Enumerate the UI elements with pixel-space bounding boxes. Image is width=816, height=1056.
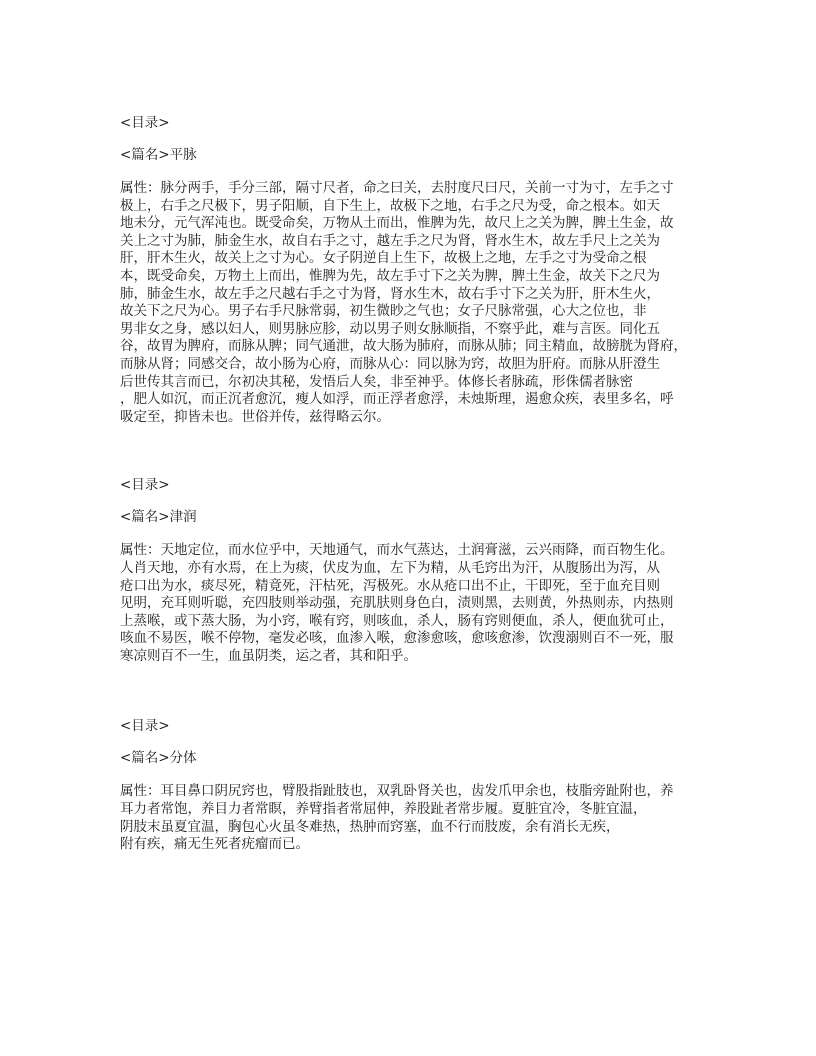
body-line: 寒凉则百不一生，血虽阴类，运之者，其和阳乎。 [120,647,417,664]
body-line: 上蒸喉，或下蒸大肠，为小窍，喉有窍，则咳血，杀人，肠有窍则便血，杀人，便血犹可止， [120,612,674,629]
section-spacer [120,426,700,476]
body-line: 疮口出为水，痰尽死，精竟死，汗枯死，泻极死。水从疮口出不止，干即死，至于血充目则 [120,577,660,594]
body-line: 属性：耳目鼻口阴尻窍也，臂股指趾肢也，双乳卧肾关也，齿发爪甲余也，枝脂旁趾附也，养 [120,783,674,800]
body-line: ，肥人如沉，而正沉者愈沉，瘦人如浮，而正浮者愈浮，未烛斯理，遏愈众疾，表里多名，呼 [120,391,674,408]
body-line: 极上，右手之尺极下，男子阳顺，自下生上，故极下之地，右手之尺为受，命之根本。如天 [120,197,660,214]
body-line: 咳血不易医，喉不停物，毫发必咳，血渗入喉，愈渗愈咳，愈咳愈渗，饮溲溺则百不一死，服 [120,630,674,647]
body-line: 肺，肺金生水，故左手之尺越右手之寸为肾，肾水生木，故右手寸下之关为肝，肝木生火， [120,285,660,302]
body-line: 而脉从肾；同感交合，故小肠为心府，而脉从心：同以脉为窍，故胆为肝府。而脉从肝澄生 [120,355,660,372]
body-line: 地未分，元气浑沌也。既受命矣，万物从土而出，惟脾为先，故尺上之关为脾，脾土生金，故 [120,215,674,232]
body-line: 男非女之身，感以妇人，则男脉应胗，动以男子则女脉顺指，不察乎此，难与言医。同化五 [120,320,660,337]
body-line: 肝，肝木生火，故关上之寸为心。女子阴逆自上生下，故极上之地，左手之寸为受命之根 [120,250,647,267]
body-line: 故关下之尺为心。男子右手尺脉常弱，初生微眇之气也；女子尺脉常强，心大之位也，非 [120,303,647,320]
chapter-title: <篇名>津润 [120,509,197,526]
section-fenti [120,717,700,853]
body-line: 阴肢末虽夏宜温，胸包心火虽冬难热，热肿而窍塞，血不行而肢废，余有消长无疾， [120,818,620,835]
chapter-title: <篇名>平脉 [120,147,197,163]
body-line: 属性：脉分两手，手分三部，隔寸尺者，命之曰关，去肘度尺曰尺，关前一寸为寸，左手之寸 [120,180,674,196]
document-page [120,114,700,854]
body-line: 关上之寸为肺，肺金生水，故自右手之寸，越左手之尺为肾，肾水生木，故左手尺上之关为 [120,232,660,249]
body-line: 属性：天地定位，而水位乎中，天地通气，而水气蒸达，土润膏滋，云兴雨降，而百物生化。 [120,542,674,559]
section-pingmai [120,114,700,426]
body-line: 谷，故胃为脾府，而脉从脾；同气通泄，故大肠为肺府，而脉从肺；同主精血，故膀胱为肾府， [120,338,687,355]
body-line: 本，既受命矣，万物土上而出，惟脾为先，故左手寸下之关为脾，脾土生金，故关下之尺为 [120,267,660,284]
section-spacer [120,665,700,717]
chapter-body [120,783,700,853]
toc-label: <目录> [120,477,170,494]
section-jinrun [120,476,700,665]
chapter-body [120,542,700,665]
chapter-title: <篇名>分体 [120,750,197,767]
body-line: 吸定至，抑皆未也。世俗并传，兹得略云尔。 [120,408,390,425]
toc-label: <目录> [120,718,170,735]
body-line: 附有疾，痛无生死者疣瘤而已。 [120,836,309,853]
body-line: 后世传其言而已，尔初决其秘，发悟后人矣，非至神乎。体修长者脉疏，形侏儒者脉密 [120,373,633,390]
body-line: 见明，充耳则听聪，充四肢则举动强，充肌肤则身色白，渍则黑，去则黄，外热则赤，内热则 [120,595,674,612]
toc-label: <目录> [120,115,170,131]
body-line: 耳力者常饱，养目力者常瞑，养臂指者常屈伸，养股趾者常步履。夏脏宜冷，冬脏宜温， [120,801,647,818]
chapter-body [120,180,700,426]
body-line: 人肖天地，亦有水焉，在上为痰，伏皮为血，左下为精，从毛窍出为汗，从腹肠出为泻，从 [120,559,660,576]
